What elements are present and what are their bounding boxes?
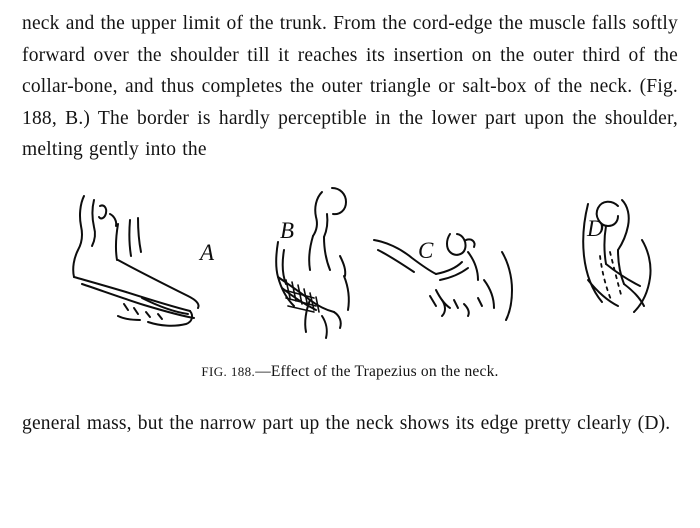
figure-panel-label-b: B [280, 217, 295, 243]
figure-panel-label-d: D [587, 215, 604, 241]
panel-b-drawing [276, 188, 349, 338]
bottom-text-block [22, 408, 678, 440]
top-text-block [22, 8, 678, 166]
figure-panel-label-a: A [200, 239, 215, 265]
figure-panel-label-c: C [418, 237, 434, 263]
bottom-paragraph: general mass, but the narrow part up the neck shows its edge pretty clearly (D). [22, 412, 671, 434]
figure-188 [22, 180, 678, 382]
figure-caption-label: FIG. 188. [201, 363, 256, 379]
panel-a-drawing [73, 196, 198, 326]
panel-c-drawing [374, 234, 512, 320]
figure-caption [22, 362, 678, 382]
top-paragraph: neck and the upper limit of the trunk. From the cord-edge the muscle falls softly forward over the shoulder till it reaches its insertion on the outer third of the collar-bone, and thus completes the outer triangle or salt-box of the neck. (Fig. 188, B.) The border is hardly perceptible in the lower part upon the shoulder, melting gently into the [22, 13, 678, 160]
figure-caption-text: Effect of the Trapezius on the neck. [270, 362, 499, 380]
figure-caption-dash: — [255, 362, 271, 380]
figure-illustration [22, 180, 678, 358]
